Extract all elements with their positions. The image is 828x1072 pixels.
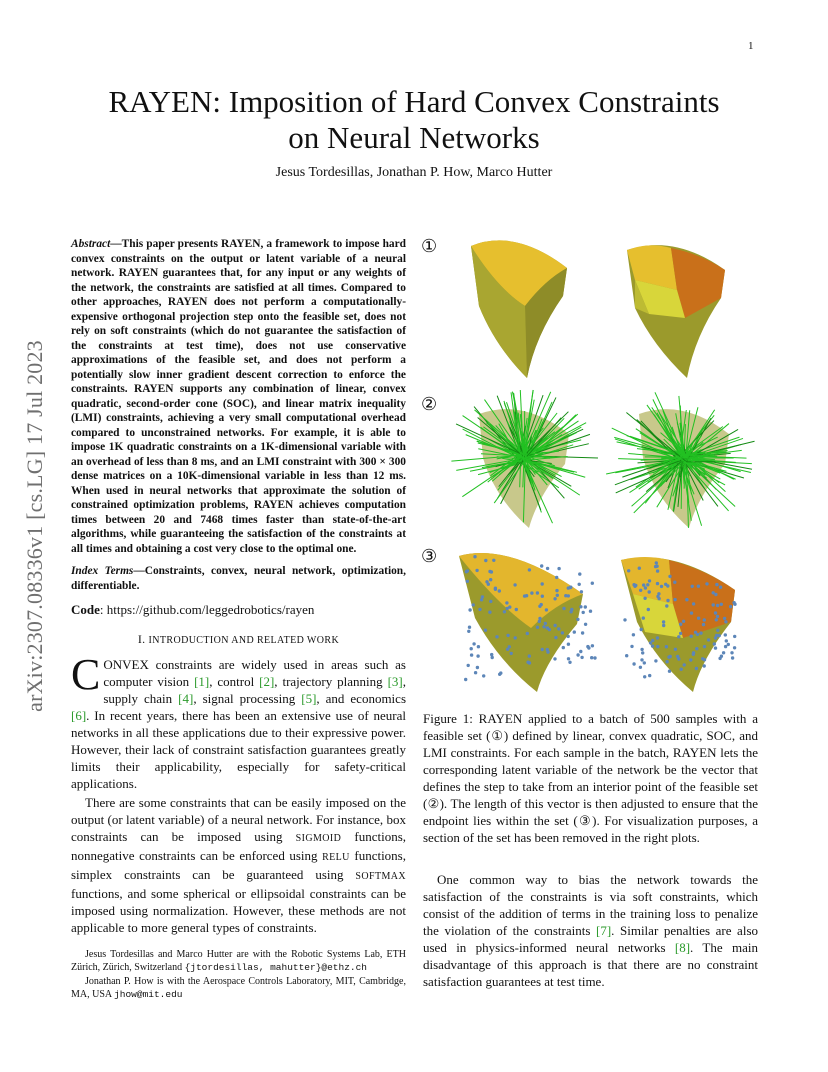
sample-point: [715, 634, 718, 637]
sample-point: [503, 610, 506, 613]
sample-point: [573, 630, 576, 633]
sample-point: [510, 652, 513, 655]
sample-point: [541, 648, 544, 651]
sample-point: [569, 586, 572, 589]
sample-point: [553, 597, 556, 600]
section-number: I.: [137, 632, 149, 646]
sample-point: [476, 666, 479, 669]
sample-point: [638, 567, 641, 570]
sample-point: [584, 623, 587, 626]
sample-point: [473, 555, 476, 558]
sample-point: [689, 658, 692, 661]
citation-link[interactable]: [8]: [674, 940, 691, 955]
relu-term: RELU: [322, 852, 350, 863]
sample-point: [639, 589, 642, 592]
sample-point: [513, 583, 516, 586]
sample-point: [679, 632, 682, 635]
sigmoid-term: SIGMOID: [295, 833, 342, 844]
sample-point: [655, 565, 658, 568]
body-text: . The main disadvantage of this approach is that there are no constraint satisfaction guarantees at test time.: [423, 940, 758, 989]
rays-full-cluster: [451, 390, 598, 528]
sample-point: [685, 598, 688, 601]
sample-point: [696, 633, 699, 636]
sample-point: [680, 668, 683, 671]
abstract-label: Abstract: [71, 238, 111, 250]
sample-point: [494, 587, 497, 590]
index-terms-text: —Constraints, convex, neural network, optimization, differentiable.: [71, 565, 406, 592]
sample-point: [586, 645, 589, 648]
sample-point: [692, 653, 695, 656]
sample-point: [648, 590, 651, 593]
sample-point: [651, 644, 654, 647]
footnote-text: Jesus Tordesillas and Marco Hutter are with the Robotic Systems Lab, ETH Zürich, Zürich, Switzerland: [71, 949, 406, 973]
page-number: 1: [748, 40, 754, 52]
citation-link[interactable]: [6]: [71, 708, 87, 723]
sample-point: [716, 629, 719, 632]
sample-point: [476, 654, 479, 657]
feasible-set-cut-shape: [627, 245, 725, 378]
softmax-term: SOFTMAX: [355, 871, 406, 882]
sample-point: [581, 631, 584, 634]
sample-point: [475, 569, 478, 572]
caption-text: ) defined by linear, convex quadratic, SOC, and LMI constraints. For each sample in the batch, RAYEN lets the corresponding latent variable of the network be the vector that defines the step to take from an interior point of the feasible set (: [423, 728, 758, 811]
caption-marker: ①: [490, 728, 504, 743]
sample-point: [578, 583, 581, 586]
sample-point: [695, 647, 698, 650]
intro-text: , signal processing: [193, 691, 302, 706]
footnote-text: Jonathan P. How is with the Aerospace Controls Laboratory, MIT, Cambridge, MA, USA: [71, 976, 406, 1000]
sample-point: [643, 675, 646, 678]
sample-point: [640, 658, 643, 661]
sample-point: [720, 655, 723, 658]
sample-point: [541, 595, 544, 598]
code-link[interactable]: : https://github.com/leggedrobotics/rayen: [99, 602, 315, 617]
rays-cut-cluster: [606, 392, 754, 528]
citation-link[interactable]: [7]: [596, 923, 612, 938]
sample-point: [538, 605, 541, 608]
sample-point: [489, 600, 492, 603]
code-line: [71, 601, 406, 618]
sample-point: [714, 646, 717, 649]
sample-point: [729, 605, 732, 608]
sample-point: [662, 620, 665, 623]
sample-point: [673, 598, 676, 601]
sample-point: [472, 642, 475, 645]
sample-point: [576, 653, 579, 656]
caption-text: Figure 1: RAYEN applied to a batch of 500 samples with a feasible set (: [423, 711, 758, 743]
intro-text: , supply chain: [103, 674, 406, 706]
caption-text: ). For visualization purposes, a section of the set has been removed in the right plots.: [423, 813, 758, 845]
sample-point: [691, 585, 694, 588]
intro-text: , trajectory planning: [274, 674, 388, 689]
sample-point: [555, 589, 558, 592]
abstract-text: —This paper presents RAYEN, a framework to impose hard convex constraints on the output or latent variable of a neural network. RAYEN guarantees that, for any input or any weights of the network, the constraints are satisfied at all times. Compared to other approaches, RAYEN does not perform a computationally-expensive orthogonal projection step onto the feasible set, does not rely on soft constraints (which do not guarantee the satisfaction of the constraints at test time), does not use conservative approximations of the feasible set, and does not perform a potentially slow inner gradient descent correction to enforce the constraints. RAYEN supports any combination of linear, convex quadratic, second-order cone (SOC), and linear matrix inequality (LMI) constraints, achieving a very small computational overhead compared to unconstrained networks. For example, it is able to impose 1K quadratic constraints on a 1K-dimensional variable with an overhead of less than 8 ms, and an LMI constraint with 300 × 300 dense matrices on a 10K-dimensional variable in less than 12 ms. When used in neural networks that approximate the solution of constrained optimization problems, RAYEN achieves computation times between 20 and 7468 times faster than state-of-the-art algorithms, while guaranteeing the satisfaction of the constraints at all times and obtaining a cost very close to the optimal one.: [71, 238, 406, 555]
sample-point: [690, 611, 693, 614]
sample-point: [506, 607, 509, 610]
sample-point: [666, 584, 669, 587]
sample-point: [648, 579, 651, 582]
sample-point: [525, 594, 528, 597]
sample-point: [625, 654, 628, 657]
sample-point: [660, 585, 663, 588]
intro-text: functions, nonnegative constraints can be enforced using: [71, 829, 407, 863]
sample-point: [703, 645, 706, 648]
arxiv-side-identifier: [22, 297, 48, 755]
code-label: Code: [71, 602, 100, 617]
sample-point: [582, 611, 585, 614]
section-title: INTRODUCTION AND RELATED WORK: [148, 635, 340, 646]
right-paragraph: [423, 871, 758, 990]
intro-text: , control: [209, 674, 260, 689]
sample-point: [506, 648, 509, 651]
sample-point: [727, 643, 730, 646]
intro-paragraph-1: [71, 650, 407, 792]
footnote-email: {jtordesillas, mahutter}@ethz.ch: [184, 962, 368, 973]
sample-point: [646, 583, 649, 586]
sample-point: [526, 632, 529, 635]
samples-full-shape: [459, 553, 583, 692]
figure-caption: [423, 710, 758, 846]
sample-point: [724, 633, 727, 636]
sample-point: [682, 620, 685, 623]
sample-point: [705, 582, 708, 585]
intro-text: ONVEX constraints are widely used in areas such as computer vision: [103, 657, 406, 689]
sample-point: [713, 642, 716, 645]
sample-point: [567, 643, 570, 646]
sample-point: [590, 656, 593, 659]
sample-point: [468, 608, 471, 611]
sample-point: [557, 627, 560, 630]
sample-point: [528, 654, 531, 657]
sample-point: [733, 635, 736, 638]
sample-point: [647, 608, 650, 611]
sample-point: [648, 674, 651, 677]
sample-point: [579, 605, 582, 608]
sample-point: [703, 664, 706, 667]
footnote-affiliation-1: [71, 948, 406, 974]
sample-point: [677, 635, 680, 638]
sample-point: [465, 570, 468, 573]
citation-link[interactable]: [3]: [387, 674, 403, 689]
sample-point: [480, 598, 483, 601]
paper-title: [60, 84, 768, 156]
projected-samples-row: [445, 546, 761, 696]
sample-point: [725, 639, 728, 642]
sample-point: [498, 673, 501, 676]
sample-point: [545, 608, 548, 611]
sample-point: [580, 656, 583, 659]
sample-point: [576, 618, 579, 621]
sample-point: [676, 655, 679, 658]
figure-1: [423, 228, 761, 698]
body-text: . Similar penalties are also used in physics-informed neural networks: [423, 923, 758, 955]
sample-point: [498, 589, 501, 592]
caption-marker: ②: [427, 796, 440, 811]
sample-point: [488, 570, 491, 573]
sample-point: [640, 648, 643, 651]
right-column: [423, 710, 758, 990]
sample-point: [530, 591, 533, 594]
sample-point: [679, 623, 682, 626]
sample-point: [716, 604, 719, 607]
sample-point: [492, 559, 495, 562]
footnote-email: jhow@mit.edu: [114, 989, 183, 1000]
sample-point: [722, 651, 725, 654]
sample-point: [562, 646, 565, 649]
sample-point: [589, 610, 592, 613]
sample-point: [464, 678, 467, 681]
sample-point: [569, 610, 572, 613]
sample-point: [546, 648, 549, 651]
sample-point: [538, 617, 541, 620]
drop-cap: C: [71, 650, 101, 699]
sample-point: [665, 645, 668, 648]
sample-point: [683, 663, 686, 666]
sample-point: [690, 635, 693, 638]
sample-point: [591, 644, 594, 647]
feasible-set-full-shape: [471, 240, 567, 378]
sample-point: [506, 634, 509, 637]
sample-point: [692, 602, 695, 605]
sample-point: [484, 629, 487, 632]
sample-point: [579, 650, 582, 653]
sample-point: [538, 620, 541, 623]
sample-point: [593, 656, 596, 659]
sample-point: [490, 653, 493, 656]
sample-point: [536, 626, 539, 629]
citation-link[interactable]: [5]: [301, 691, 317, 706]
intro-paragraph-2: [71, 794, 406, 936]
sample-point: [656, 569, 659, 572]
sample-point: [567, 657, 570, 660]
sample-point: [723, 617, 726, 620]
intro-text: . In recent years, there has been an extensive use of neural networks in all these applications due to their expressive power. However, their lack of constraint satisfaction guarantees greatly limits their applicability, especially for safety-critical applications.: [71, 708, 406, 791]
sample-point: [668, 670, 671, 673]
sample-point: [555, 576, 558, 579]
sample-point: [662, 624, 665, 627]
sample-point: [488, 611, 491, 614]
sample-point: [707, 638, 710, 641]
abstract: [71, 237, 406, 556]
sample-point: [546, 626, 549, 629]
sample-point: [484, 559, 487, 562]
intro-text: There are some constraints that can be easily imposed on the output (or latent variable) of a neural network. For instance, box constraints can be imposed using: [71, 795, 406, 844]
sample-point: [724, 645, 727, 648]
sample-point: [467, 630, 470, 633]
citation-link[interactable]: [1]: [194, 674, 210, 689]
feasible-set-row: [445, 228, 761, 393]
title-line-1: RAYEN: Imposition of Hard Convex Constraints: [108, 84, 720, 119]
sample-point: [557, 567, 560, 570]
sample-point: [673, 581, 676, 584]
sample-point: [703, 658, 706, 661]
sample-point: [643, 661, 646, 664]
sample-point: [467, 664, 470, 667]
sample-point: [656, 582, 659, 585]
sample-point: [715, 583, 718, 586]
sample-point: [642, 583, 645, 586]
sample-point: [697, 585, 700, 588]
sample-point: [712, 603, 715, 606]
sample-point: [656, 645, 659, 648]
rays-row: [445, 388, 761, 548]
sample-point: [702, 623, 705, 626]
sample-point: [656, 636, 659, 639]
sample-point: [472, 603, 475, 606]
sample-point: [632, 662, 635, 665]
sample-point: [491, 656, 494, 659]
sample-point: [655, 561, 658, 564]
sample-point: [643, 597, 646, 600]
sample-point: [489, 578, 492, 581]
sample-point: [553, 657, 556, 660]
figure-panel-label-1: ①: [421, 236, 438, 257]
samples-cut-shape: [621, 557, 735, 692]
sample-point: [669, 655, 672, 658]
sample-point: [639, 666, 642, 669]
sample-point: [553, 624, 556, 627]
intro-text: functions, and some spherical or ellipsoidal constraints can be imposed using normalization. However, these methods are not applicable to more general types of constraints.: [71, 886, 406, 935]
body-text: One common way to bias the network towards the satisfaction of the constraints is via soft constraints, which consist of the addition of terms in the training loss to penalize the violation of the constraints: [423, 872, 758, 938]
sample-point: [554, 636, 557, 639]
sample-point: [720, 603, 723, 606]
sample-point: [470, 647, 473, 650]
sample-point: [665, 604, 668, 607]
sample-point: [481, 595, 484, 598]
sample-point: [651, 639, 654, 642]
sample-point: [485, 580, 488, 583]
author-list: Jesus Tordesillas, Jonathan P. How, Marco Hutter: [275, 165, 553, 180]
sample-point: [641, 651, 644, 654]
sample-point: [580, 590, 583, 593]
sample-point: [632, 633, 635, 636]
footnote-affiliation-2: [71, 975, 406, 1001]
left-column: [71, 237, 406, 1001]
sample-point: [697, 617, 700, 620]
sample-point: [712, 591, 715, 594]
sample-point: [724, 620, 727, 623]
sample-point: [536, 591, 539, 594]
sample-point: [546, 567, 549, 570]
sample-point: [632, 583, 635, 586]
sample-point: [733, 646, 736, 649]
sample-point: [657, 597, 660, 600]
sample-point: [528, 568, 531, 571]
sample-point: [514, 636, 517, 639]
sample-point: [561, 631, 564, 634]
sample-point: [526, 661, 529, 664]
figure-panel-label-3: ③: [421, 546, 438, 567]
sample-point: [544, 622, 547, 625]
sample-point: [644, 586, 647, 589]
sample-point: [674, 648, 677, 651]
sample-point: [668, 575, 671, 578]
caption-text: ). The length of this vector is then adjusted to ensure that the endpoint lies within the set (: [423, 796, 759, 828]
sample-point: [695, 667, 698, 670]
sample-point: [640, 628, 643, 631]
sample-point: [699, 631, 702, 634]
index-terms-label: Index Terms: [71, 565, 134, 577]
section-heading: [71, 631, 406, 649]
citation-link[interactable]: [4]: [178, 691, 194, 706]
intro-text: functions, simplex constraints can be guaranteed using: [71, 848, 406, 882]
sample-point: [719, 586, 722, 589]
sample-point: [542, 625, 545, 628]
index-terms: [71, 564, 406, 593]
sample-point: [505, 601, 508, 604]
sample-point: [466, 580, 469, 583]
sample-point: [562, 607, 565, 610]
sample-point: [591, 582, 594, 585]
sample-point: [540, 564, 543, 567]
sample-point: [630, 645, 633, 648]
sample-point: [478, 608, 481, 611]
sample-point: [477, 645, 480, 648]
title-line-2: on Neural Networks: [288, 120, 540, 155]
sample-point: [564, 594, 567, 597]
intro-text: , and economics: [316, 691, 407, 706]
sample-point: [714, 611, 717, 614]
sample-point: [703, 618, 706, 621]
sample-point: [715, 618, 718, 621]
sample-point: [474, 671, 477, 674]
sample-point: [730, 651, 733, 654]
sample-point: [642, 616, 645, 619]
sample-point: [482, 674, 485, 677]
arxiv-identifier-text: arXiv:2307.08336v1 [cs.LG] 17 Jul 2023: [22, 340, 48, 712]
sample-point: [541, 582, 544, 585]
sample-point: [556, 594, 559, 597]
sample-point: [627, 569, 630, 572]
sample-point: [731, 656, 734, 659]
sample-point: [568, 661, 571, 664]
sample-point: [578, 572, 581, 575]
sample-point: [654, 659, 657, 662]
sample-point: [470, 653, 473, 656]
sample-point: [732, 601, 735, 604]
citation-link[interactable]: [2]: [259, 674, 275, 689]
sample-point: [567, 635, 570, 638]
sample-point: [584, 605, 587, 608]
sample-point: [716, 615, 719, 618]
figure-panel-label-2: ②: [421, 394, 438, 415]
sample-point: [468, 626, 471, 629]
sample-point: [515, 608, 518, 611]
caption-marker: ③: [577, 813, 593, 828]
sample-point: [495, 635, 498, 638]
sample-point: [665, 660, 668, 663]
sample-point: [623, 618, 626, 621]
sample-point: [666, 599, 669, 602]
